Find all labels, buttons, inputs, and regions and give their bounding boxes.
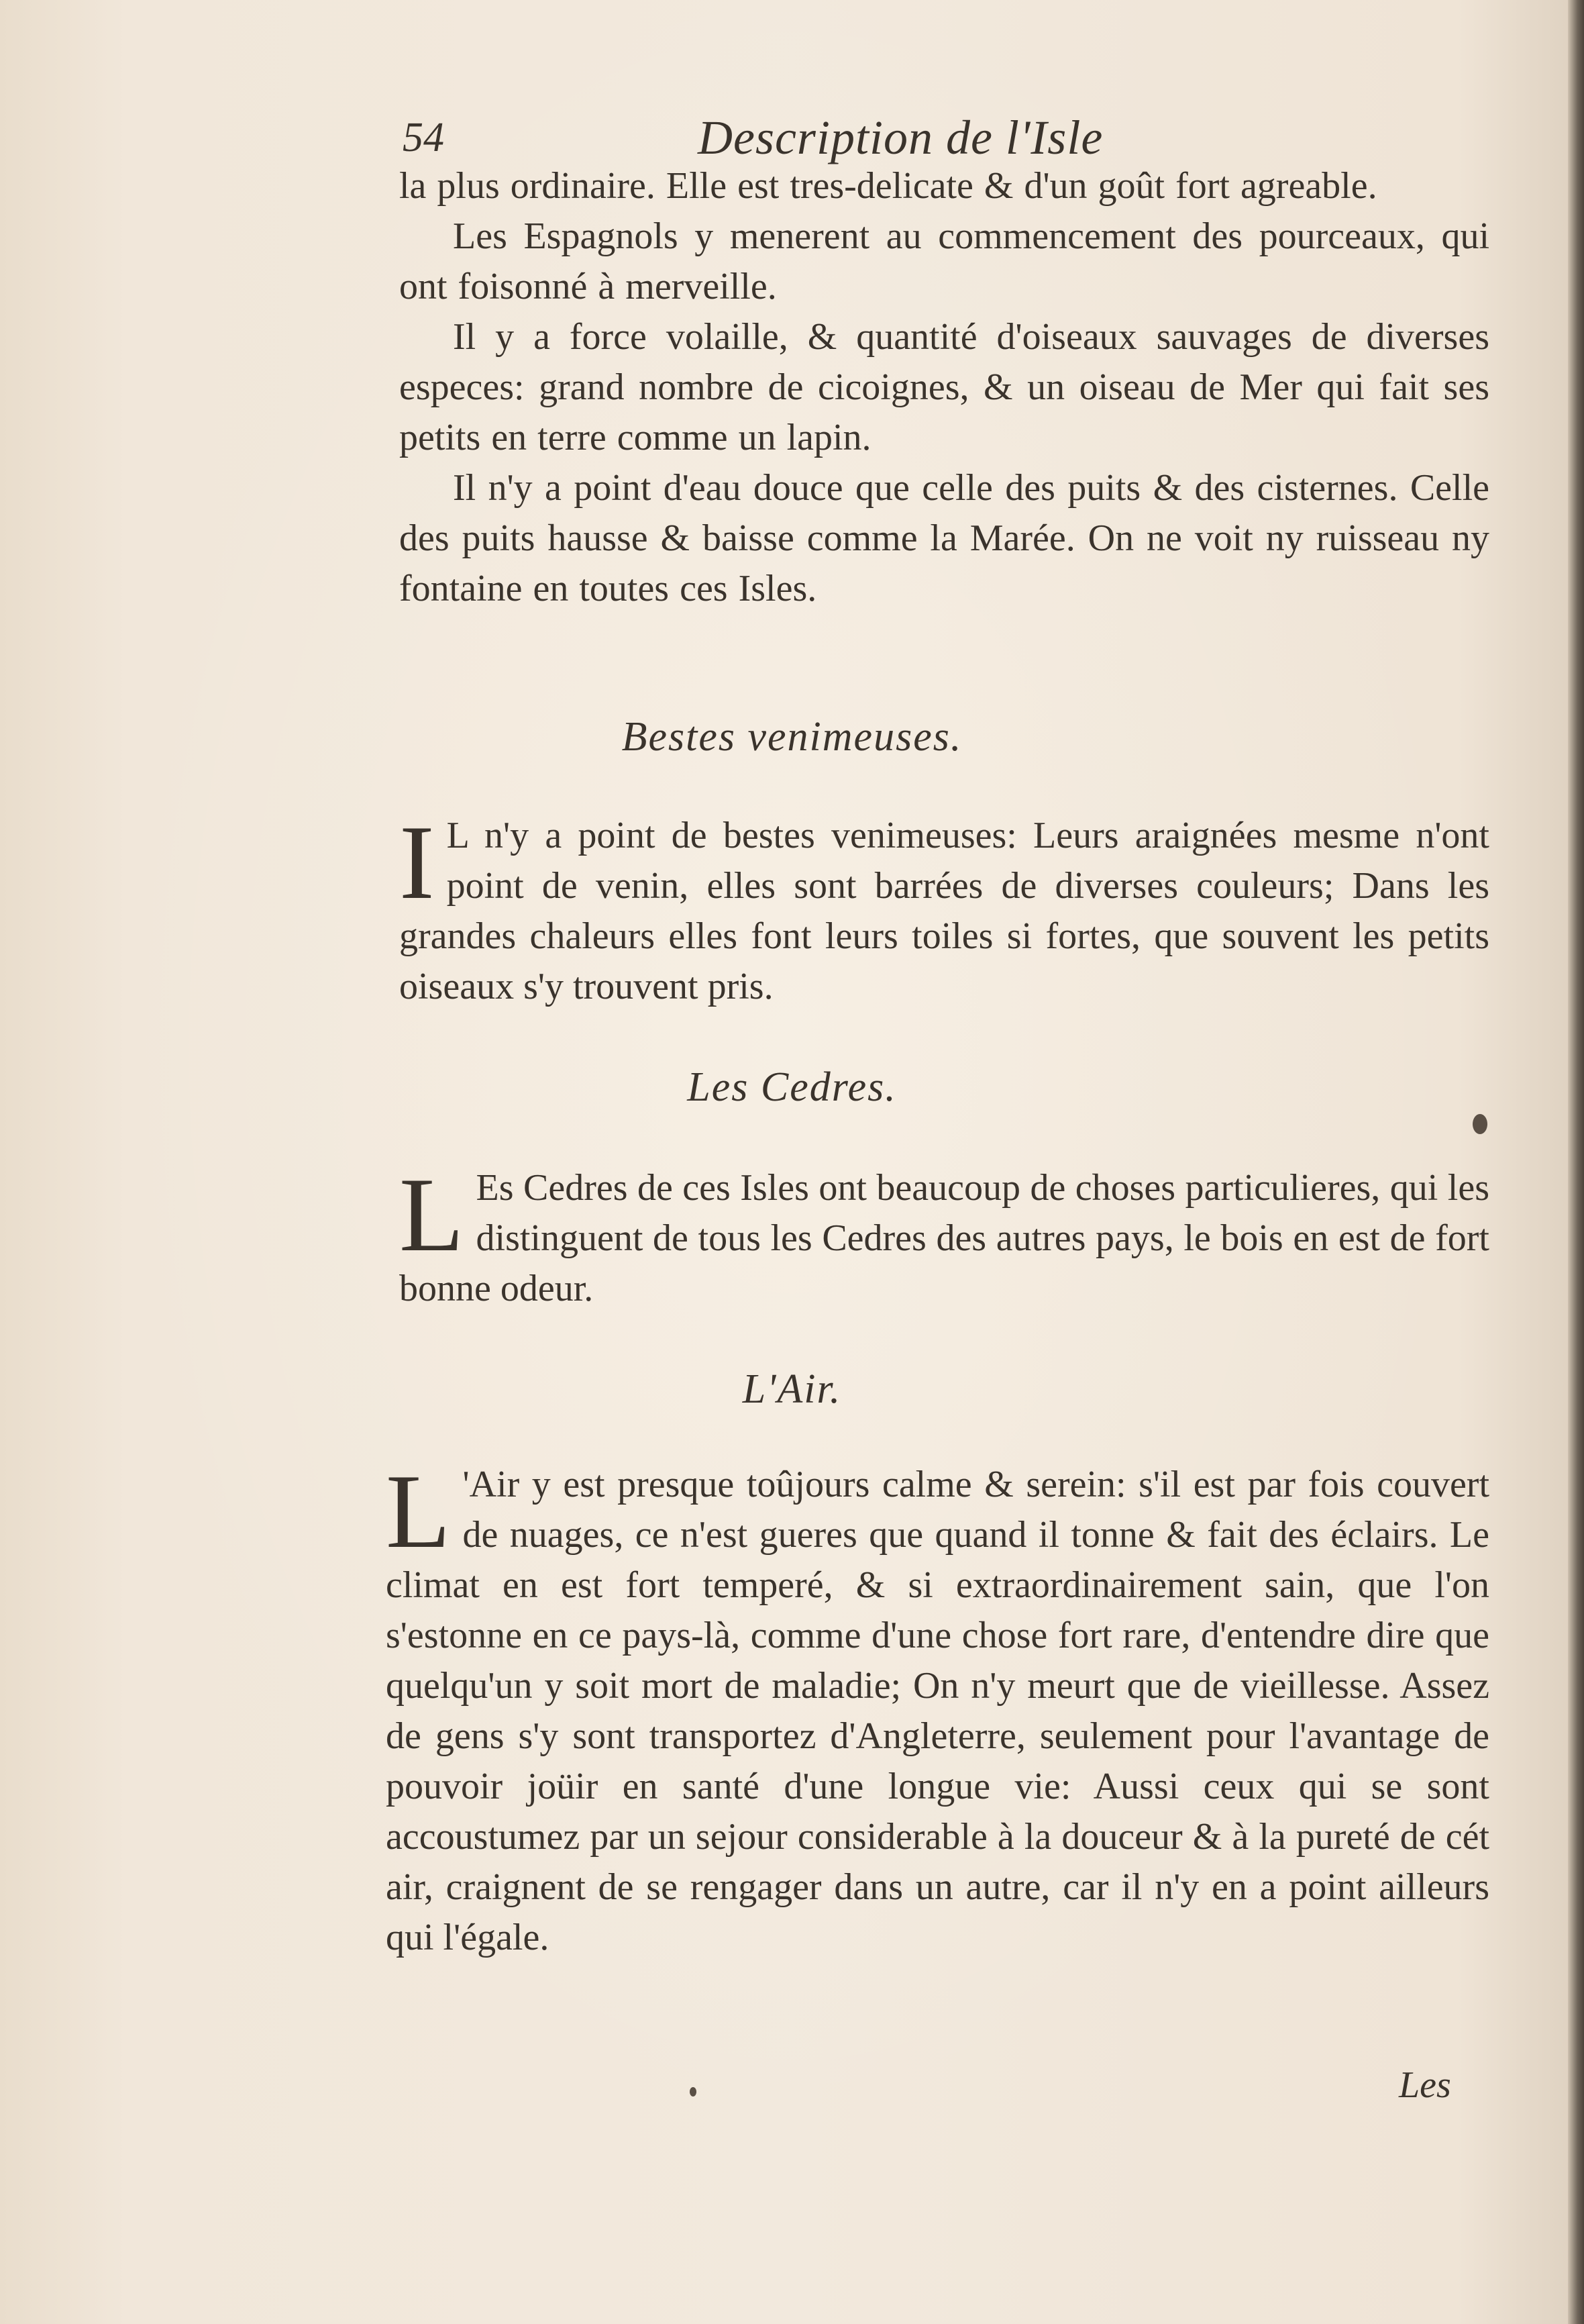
section-body-air	[386, 1453, 1489, 1963]
section-heading-air: L'Air.	[742, 1366, 842, 1412]
section-text: Es Cedres de ces Isles ont beaucoup de choses particulieres, qui les distinguent de tous les Cedres des autres pays, le bois en est de fort bonne odeur.	[399, 1167, 1489, 1309]
paragraph-pourceaux: Les Espagnols y menerent au commencement des pourceaux, qui ont foisonné à merveille.	[399, 215, 1489, 307]
page-number: 54	[403, 115, 444, 160]
dropcap-initial: L	[386, 1453, 451, 1570]
running-title: Description de l'Isle	[698, 111, 1104, 164]
paragraph-continuation: la plus ordinaire. Elle est tres-delicate & d'un goût fort agreable.	[399, 165, 1377, 207]
section-heading-bestes: Bestes venimeuses.	[621, 714, 963, 760]
opening-text-block	[399, 161, 1489, 614]
paragraph-eau-douce: Il n'y a point d'eau douce que celle des puits & des cisternes. Celle des puits hausse & baisse comme la Marée. On ne voit ny ruisseau ny fontaine en toutes ces Isles.	[399, 467, 1489, 609]
running-head	[0, 107, 1584, 164]
section-body-bestes	[399, 804, 1489, 1012]
section-heading-cedres: Les Cedres.	[687, 1064, 897, 1110]
section-body-cedres	[399, 1156, 1489, 1314]
section-text: 'Air y est presque toûjours calme & serein: s'il est par fois couvert de nuages, ce n'est gueres que quand il tonne & fait des éclairs. Le climat en est fort temperé, & si extraordinairement sain, que l'on s'estonne en ce pays-là, comme d'une chose fort rare, d'entendre dire que quelqu'un y soit mort de maladie; On n'y meurt que de vieillesse. Assez de gens s'y sont transportez d'Angleterre, seulement pour l'avantage de pouvoir joüir en santé d'une longue vie: Aussi ceux qui se sont accoustumez par un sejour considerable à la douceur & à la pureté de cét air, craignent de se rengager dans un autre, car il n'y en a point ailleurs qui l'égale.	[386, 1464, 1489, 1958]
dropcap-initial: I	[399, 804, 435, 921]
ink-spot	[690, 2087, 696, 2096]
ink-spot	[1473, 1114, 1487, 1134]
section-text: L n'y a point de bestes venimeuses: Leurs araignées mesme n'ont point de venin, elles sont barrées de diverses couleurs; Dans les grandes chaleurs elles font leurs toiles si fortes, que souvent les petits oiseaux s'y trouvent pris.	[399, 815, 1489, 1007]
paragraph-volaille: Il y a force volaille, & quantité d'oiseaux sauvages de diverses especes: grand nombre de cicoignes, & un oiseau de Mer qui fait ses petits en terre comme un lapin.	[399, 316, 1489, 458]
page-gutter-shadow	[1568, 0, 1584, 2324]
dropcap-initial: L	[399, 1156, 464, 1274]
catchword: Les	[1399, 2064, 1451, 2106]
